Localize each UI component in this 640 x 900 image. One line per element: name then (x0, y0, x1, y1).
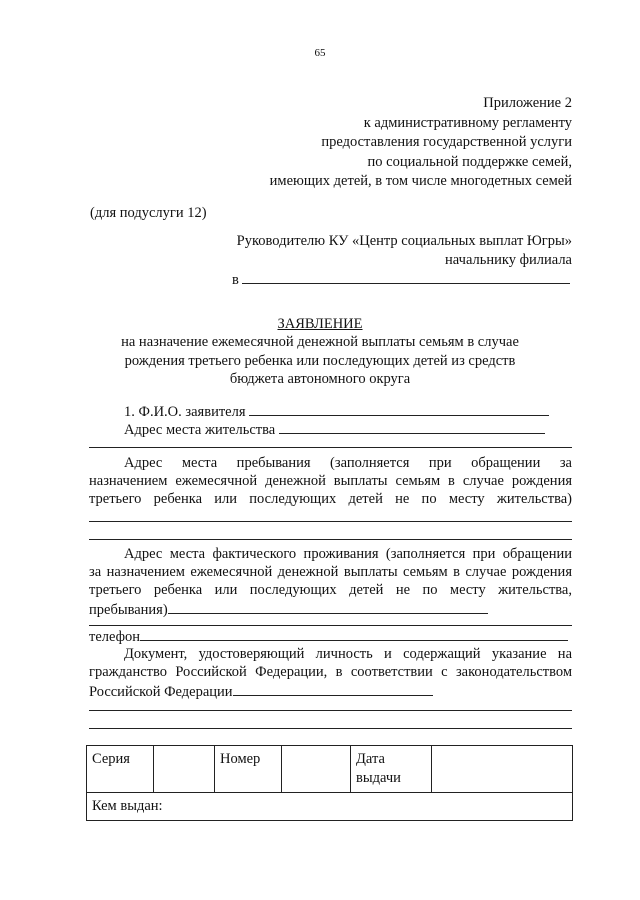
fio-label: 1. Ф.И.О. заявителя (124, 404, 246, 420)
appendix-line: предоставления государственной услуги (321, 134, 572, 150)
subtitle-line: рождения третьего ребенка или последующих детей из средств (124, 352, 516, 369)
in-prefix: в (232, 272, 239, 288)
document-line3-row (89, 681, 433, 701)
actual-blank[interactable] (168, 599, 488, 614)
document-blank-line[interactable] (89, 728, 572, 729)
stay-line2: назначением ежемесячной денежной выплаты семьям в случае рождения (89, 473, 572, 489)
residence-label: Адрес места жительства (124, 422, 276, 438)
document-title: ЗАЯВЛЕНИЕ (277, 316, 363, 332)
addressee-line1: Руководителю КУ «Центр социальных выплат Югры» (236, 233, 572, 249)
appendix-line: к административному регламенту (363, 114, 572, 131)
phone-label: телефон (89, 629, 141, 645)
appendix-block (152, 94, 572, 192)
date-label-line1: Дата (356, 751, 385, 767)
document-line2: гражданство Российской Федерации, в соответствии с законодательством (89, 664, 572, 680)
appendix-line: по социальной поддержке семей, (367, 153, 572, 170)
series-label: Серия (92, 751, 130, 767)
document-line1: Документ, удостоверяющий личность и содержащий указание на (124, 646, 572, 662)
phone-blank[interactable] (140, 626, 568, 641)
fio-blank[interactable] (249, 401, 549, 416)
document-line3: Российской Федерации (89, 684, 233, 700)
actual-line4: пребывания) (89, 602, 168, 618)
number-label-cell (215, 746, 282, 793)
stay-blank-line[interactable] (89, 521, 572, 522)
document-subtitle (0, 333, 640, 389)
number-value-cell[interactable] (282, 746, 351, 793)
subtitle-line: на назначение ежемесячной денежной выплаты семьям в случае (121, 334, 519, 350)
appendix-line: имеющих детей, в том числе многодетных семей (269, 173, 572, 189)
residence-blank[interactable] (279, 419, 545, 434)
issued-by-label: Кем выдан: (92, 798, 163, 814)
subservice-note: (для подуслуги 12) (90, 205, 207, 221)
series-value-cell[interactable] (154, 746, 215, 793)
subtitle-line: бюджета автономного округа (229, 371, 411, 387)
branch-field (232, 269, 574, 289)
appendix-line: Приложение 2 (483, 95, 572, 111)
issued-by-cell[interactable] (87, 793, 573, 821)
fio-row (124, 401, 549, 421)
document-blank[interactable] (233, 681, 433, 696)
page-number: 65 (314, 47, 326, 59)
date-label-cell (351, 746, 432, 793)
addressee-block (152, 232, 572, 270)
date-label-line2: выдачи (356, 770, 401, 786)
addressee-line2: начальнику филиала (445, 252, 572, 268)
series-label-cell (87, 746, 154, 793)
date-value-cell[interactable] (432, 746, 573, 793)
stay-blank-line[interactable] (89, 539, 572, 540)
residence-row (124, 419, 545, 439)
actual-line1: Адрес места фактического проживания (заполняется при обращении (124, 546, 572, 562)
actual-line3: третьего ребенка или последующих детей не по месту жительства, (89, 582, 572, 598)
number-label: Номер (220, 751, 261, 767)
phone-row (89, 626, 568, 646)
document-blank-line[interactable] (89, 710, 572, 711)
actual-line2: за назначением ежемесячной денежной выплаты семьям в случае рождения (89, 564, 572, 580)
id-document-table (86, 745, 573, 821)
stay-line3: третьего ребенка или последующих детей не по месту жительства) (89, 491, 572, 507)
residence-continuation-line[interactable] (89, 447, 572, 448)
stay-line1: Адрес места пребывания (заполняется при обращении за (124, 455, 572, 471)
actual-line4-row (89, 599, 488, 619)
branch-blank[interactable] (242, 269, 570, 284)
